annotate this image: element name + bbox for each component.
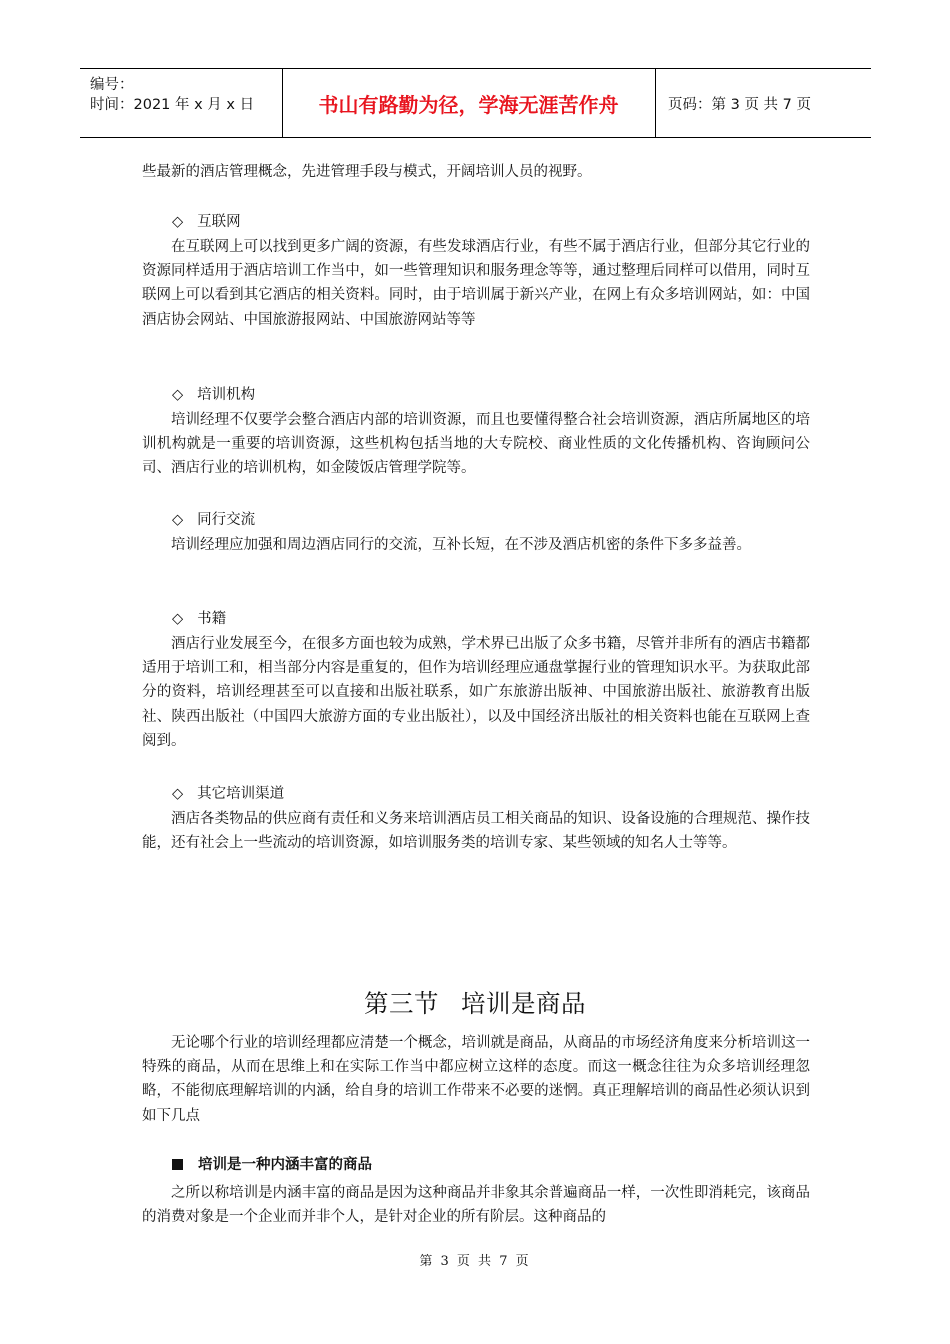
bullet-books-label: 书籍 [197, 611, 227, 627]
bullet-agency [172, 383, 255, 407]
filled-square-icon [172, 1159, 183, 1170]
header-motto: 书山有路勤为径，学海无涯苦作舟 [282, 69, 656, 137]
section-number: 第三节 [364, 989, 439, 1018]
document-date: 时间：2021 年 x 月 x 日 [90, 97, 255, 113]
document-number-label: 编号： [90, 77, 134, 93]
bullet-peer [172, 508, 255, 532]
page-footer: 第 3 页 共 7 页 [419, 1254, 531, 1269]
section-title [0, 985, 950, 1020]
header-page-number: 页码：第 3 页 共 7 页 [668, 96, 811, 113]
diamond-outline-icon: ◇ [172, 786, 184, 802]
diamond-outline-icon: ◇ [172, 512, 184, 528]
bullet-other [172, 782, 284, 806]
bullet-other-label: 其它培训渠道 [197, 786, 285, 802]
other-paragraph: 酒店各类物品的供应商有责任和义务来培训酒店员工相关商品的知识、设备设施的合理规范、操作技能，还有社会上一些流动的培训资源，如培训服务类的培训专家、某些领域的知名人士等等。 [142, 811, 810, 852]
diamond-outline-icon: ◇ [172, 611, 184, 627]
internet-paragraph: 在互联网上可以找到更多广阔的资源，有些发球酒店行业，有些不属于酒店行业，但部分其它行业的资源同样适用于酒店培训工作当中，如一些管理知识和服务理念等等，通过整理后同样可以借用，同时互联网上可以看到其它酒店的相关资料。同时，由于培训属于新兴产业，在网上有众多培训网站，如：中国酒店协会网站、中国旅游报网站、中国旅游网站等等 [142, 239, 810, 328]
point-paragraph: 之所以称培训是内涵丰富的商品是因为这种商品并非象其余普遍商品一样，一次性即消耗完，该商品的消费对象是一个企业而并非个人，是针对企业的所有阶层。这种商品的 [142, 1185, 810, 1226]
point-heading-label: 培训是一种内涵丰富的商品 [198, 1157, 372, 1173]
diamond-outline-icon: ◇ [172, 214, 184, 230]
point-heading [172, 1153, 372, 1174]
agency-paragraph: 培训经理不仅要学会整合酒店内部的培训资源，而且也要懂得整合社会培训资源，酒店所属地区的培训机构就是一重要的培训资源，这些机构包括当地的大专院校、商业性质的文化传播机构、咨询顾问公司、酒店行业的培训机构，如金陵饭店管理学院等。 [142, 412, 810, 477]
page-header [80, 68, 871, 138]
section-heading: 培训是商品 [461, 989, 586, 1018]
bullet-internet [172, 210, 241, 234]
header-meta [80, 69, 283, 137]
bullet-peer-label: 同行交流 [197, 512, 256, 528]
bullet-books [172, 607, 226, 631]
bullet-agency-label: 培训机构 [197, 387, 256, 403]
intro-tail-paragraph: 些最新的酒店管理概念，先进管理手段与模式，开阔培训人员的视野。 [142, 164, 592, 180]
diamond-outline-icon: ◇ [172, 387, 184, 403]
section-intro-paragraph: 无论哪个行业的培训经理都应清楚一个概念，培训就是商品，从商品的市场经济角度来分析培训这一特殊的商品，从而在思维上和在实际工作当中都应树立这样的态度。而这一概念往往为众多培训经理忽略，不能彻底理解培训的内涵，给自身的培训工作带来不必要的迷惘。真正理解培训的商品性必须认识到如下几点 [142, 1035, 810, 1124]
books-paragraph: 酒店行业发展至今，在很多方面也较为成熟，学术界已出版了众多书籍，尽管并非所有的酒店书籍都适用于培训工和，相当部分内容是重复的，但作为培训经理应通盘掌握行业的管理知识水平。为获取此部分的资料，培训经理甚至可以直接和出版社联系，如广东旅游出版神、中国旅游出版社、旅游教育出版社、陕西出版社（中国四大旅游方面的专业出版社），以及中国经济出版社的相关资料也能在互联网上查阅到。 [142, 636, 810, 749]
peer-paragraph: 培训经理应加强和周边酒店同行的交流，互补长短，在不涉及酒店机密的条件下多多益善。 [171, 537, 751, 553]
header-page-info [655, 69, 871, 137]
bullet-internet-label: 互联网 [197, 214, 241, 230]
